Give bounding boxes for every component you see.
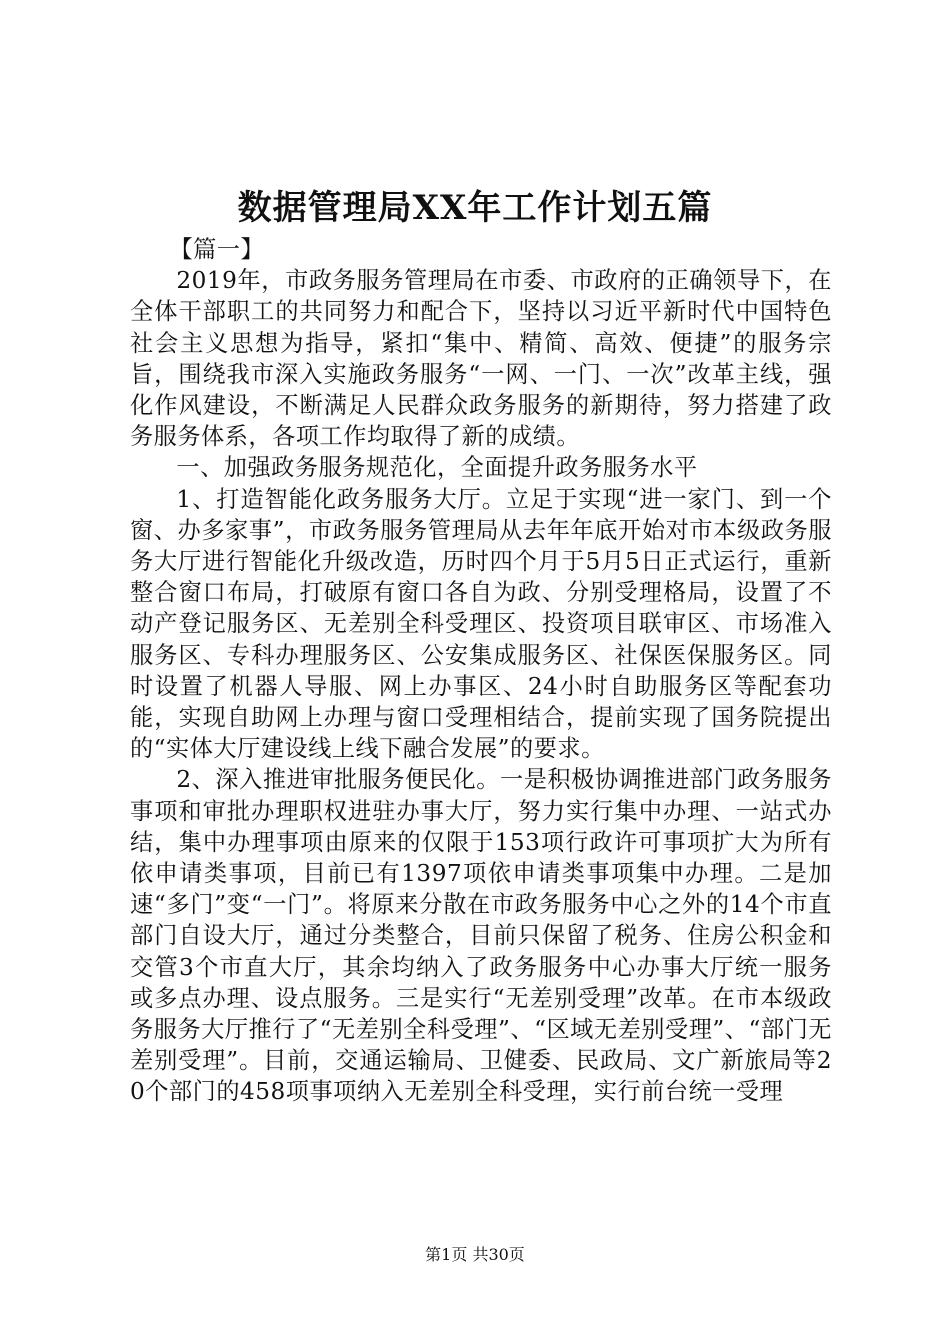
paragraph-heading-1: 一、加强政务服务规范化，全面提升政务服务水平 [176, 454, 698, 482]
paragraph-item-2: 2、深入推进审批服务便民化。一是积极协调推进部门政务服务事项和审批办理职权进驻办事大厅，努力实行集中办理、一站式办结，集中办理事项由原来的仅限于153项行政许可事项扩大为所有依申请类事项，目前已有1397项依申请类事项集中办理。二是加速“多门”变“一门”。将原来分散在市政务服务中心之外的14个市直部门自设大厅，通过分类整合，目前只保留了税务、住房公积金和交管3个市直大厅，其余均纳入了政务服务中心办事大厅统一服务或多点办理、设点服务。三是实行“无差别受理”改革。在市本级政务服务大厅推行了“无差别全科受理”、“区域无差别受理”、“部门无差别受理”。目前，交通运输局、卫健委、民政局、文广新旅局等20个部门的458项事项纳入无差别全科受理，实行前台统一受理 [130, 766, 832, 1106]
paragraph-intro: 2019年，市政务服务管理局在市委、市政府的正确领导下，在全体干部职工的共同努力和配合下，坚持以习近平新时代中国特色社会主义思想为指导，紧扣“集中、精简、高效、便捷”的服务宗旨，围绕我市深入实施政务服务“一网、一门、一次”改革主线，强化作风建设，不断满足人民群众政务服务的新期待，努力搭建了政务服务体系，各项工作均取得了新的成绩。 [130, 267, 832, 451]
document-body [130, 234, 832, 1108]
section-label: 【篇一】 [169, 236, 265, 263]
paragraph-item-1: 1、打造智能化政务服务大厅。立足于实现“进一家门、到一个窗、办多家事”，市政务服务管理局从去年年底开始对市本级政务服务大厅进行智能化升级改造，历时四个月于5月5日正式运行，重新整合窗口布局，打破原有窗口各自为政、分别受理格局，设置了不动产登记服务区、无差别全科受理区、投资项目联审区、市场准入服务区、专科办理服务区、公安集成服务区、社保医保服务区。同时设置了机器人导服、网上办事区、24小时自助服务区等配套功能，实现自助网上办理与窗口受理相结合，提前实现了国务院提出的“实体大厅建设线上线下融合发展”的要求。 [130, 485, 832, 763]
page-footer: 第1页 共30页 [425, 1245, 525, 1264]
document-title: 数据管理局XX年工作计划五篇 [237, 188, 713, 228]
